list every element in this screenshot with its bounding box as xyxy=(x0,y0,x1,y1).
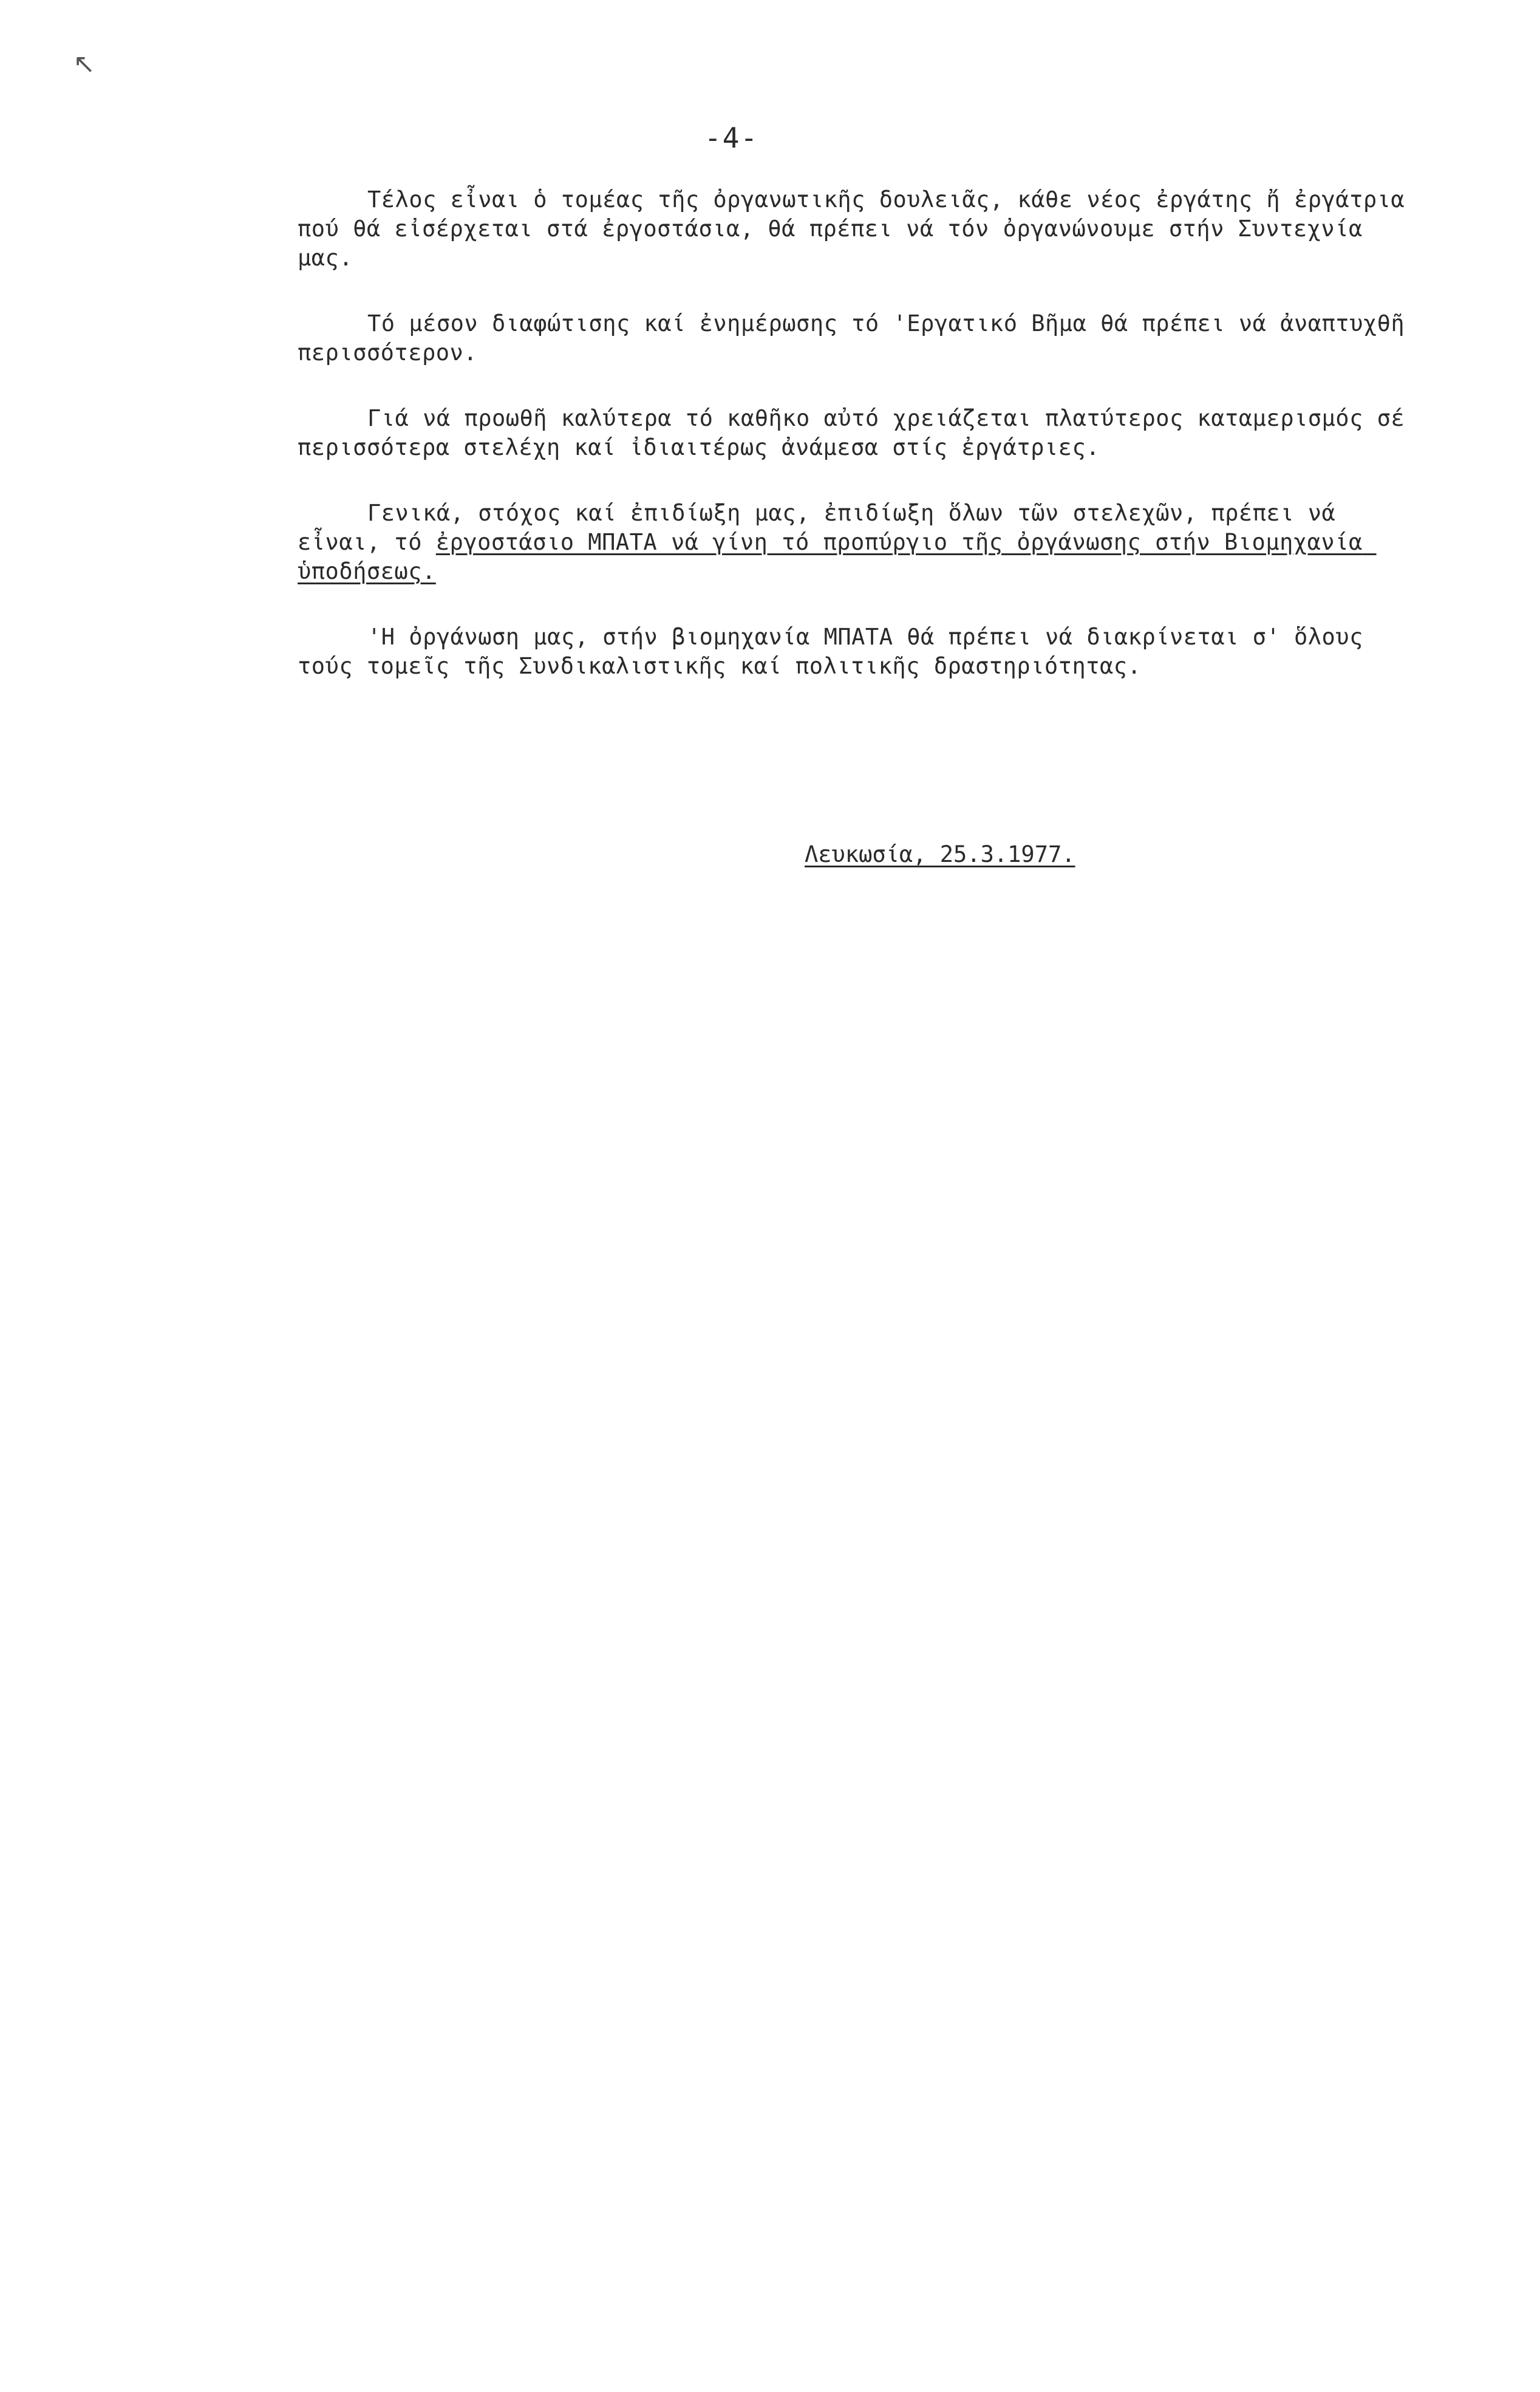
goal-underlined-text: ἐργοστάσιο ΜΠΑΤΑ νά γίνη τό προπύργιο τῆς ὀργάνωσης στήν Βιομηχανία ὑποδήσεως. xyxy=(298,529,1377,584)
paragraph-goal xyxy=(298,499,1421,586)
paragraph-distribution: Γιά νά προωθῆ καλύτερα τό καθῆκο αὐτό χρειάζεται πλατύτερος καταμερισμός σέ περισσότερα στελέχη καί ἰδιαιτέρως ἀνάμεσα στίς ἐργάτριες. xyxy=(298,405,1419,460)
place-and-date: Λευκωσία, 25.3.1977. xyxy=(805,841,1075,867)
paragraph-newsletter: Τό μέσον διαφώτισης καί ἐνημέρωσης τό 'Εργατικό Βῆμα θά πρέπει νά ἀναπτυχθῆ περισσότερον. xyxy=(298,310,1419,366)
page-number: -4- xyxy=(704,121,759,154)
letter-body xyxy=(298,185,1421,717)
paragraph-organizing: Τέλος εἶναι ὁ τομέας τῆς ὀργανωτικῆς δουλειᾶς, κάθε νέος ἐργάτης ἤ ἐργάτρια πού θά εἰσέρχεται στά ἐργοστάσια, θά πρέπει νά τόν ὀργανώνουμε στήν Συντεχνία μας. xyxy=(298,186,1419,271)
paragraph-bata-organization: 'Η ὀργάνωση μας, στήν βιομηχανία ΜΠΑΤΑ θά πρέπει νά διακρίνεται σ' ὅλους τούς τομεῖς τῆς Συνδικαλιστικῆς καί πολιτικῆς δραστηριότητας. xyxy=(298,624,1377,679)
corner-scan-mark: ↖ xyxy=(73,49,95,80)
goal-plain-text: Γενικά, στόχος καί ἐπιδίωξη μας, ἐπιδίωξη ὅλων τῶν στελεχῶν, πρέπει νά εἶναι, τό xyxy=(298,500,1350,555)
